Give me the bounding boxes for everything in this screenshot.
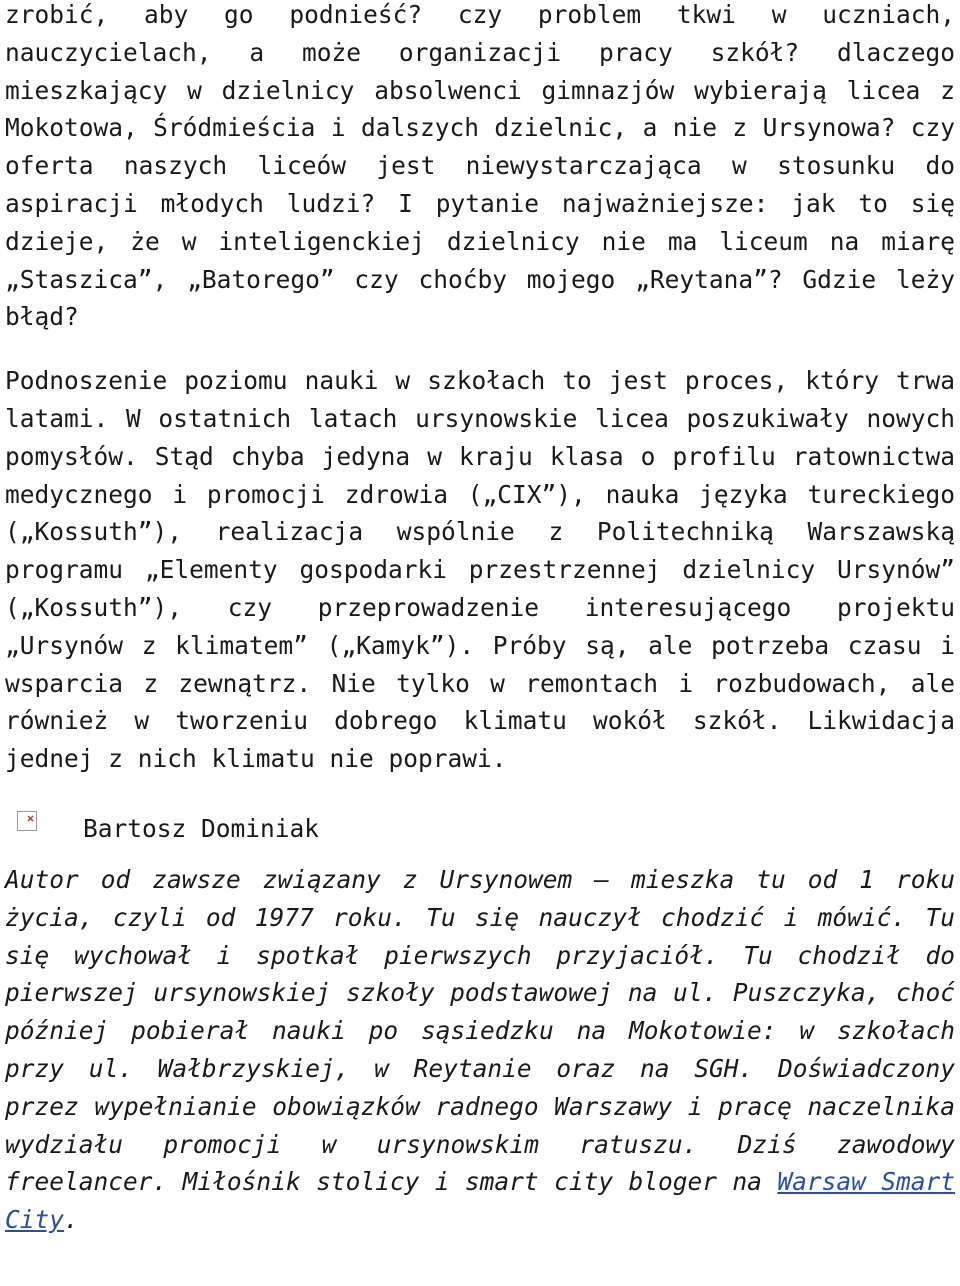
author-name: Bartosz Dominiak [83,813,320,843]
author-bio-end: . [64,1205,79,1235]
article-content [5,0,955,1239]
author-bio-text: Autor od zawsze związany z Ursynowem – mieszka tu od 1 roku życia, czyli od 1977 roku. Tu się nauczył chodzić i mówić. Tu się wychował i spotkał pierwszych przyjaciół. Tu chodził do pierwszej ursynowskiej szkoły podstawowej na ul. Puszczyka, choć później pobierał nauki po sąsiedzku na Mokotowie: w szkołach przy ul. Wałbrzyskiej, w Reytanie oraz na SGH. Doświadczony przez wypełnianie obowiązków radnego Warszawy i pracę naczelnika wydziału promocji w ursynowskim ratuszu. Dziś zawodowy freelancer. Miłośnik stolicy i smart city bloger na [5,864,955,1197]
author-bio [5,861,955,1239]
article-paragraph-1: zrobić, aby go podnieść? czy problem tkwi w uczniach, nauczycielach, a może organizacji pracy szkół? dlaczego mieszkający w dzielnicy absolwenci gimnazjów wybierają licea z Mokotowa, Śródmieścia i dalszych dzielnic, a nie z Ursynowa? czy oferta naszych liceów jest niewystarczająca w stosunku do aspiracji młodych ludzi? I pytanie najważniejsze: jak to się dzieje, że w inteligenckiej dzielnicy nie ma liceum na miarę „Staszica”, „Batorego” czy choćby mojego „Reytana”? Gdzie leży błąd? [5,0,955,332]
warsaw-smart-city-link[interactable]: Warsaw Smart City [5,1167,955,1235]
author-box [5,809,955,849]
broken-image-icon [17,811,37,831]
article-paragraph-2: Podnoszenie poziomu nauki w szkołach to jest proces, który trwa latami. W ostatnich latach ursynowskie licea poszukiwały nowych pomysłów. Stąd chyba jedyna w kraju klasa o profilu ratownictwa medycznego i promocji zdrowia („CIX”), nauka języka tureckiego („Kossuth”), realizacja wspólnie z Politechniką Warszawską programu „Elementy gospodarki przestrzennej dzielnicy Ursynów” („Kossuth”), czy przeprowadzenie interesującego projektu „Ursynów z klimatem” („Kamyk”). Próby są, ale potrzeba czasu i wsparcia z zewnątrz. Nie tylko w remontach i rozbudowach, ale również w tworzeniu dobrego klimatu wokół szkół. Likwidacja jednej z nich klimatu nie poprawi. [5,366,955,774]
